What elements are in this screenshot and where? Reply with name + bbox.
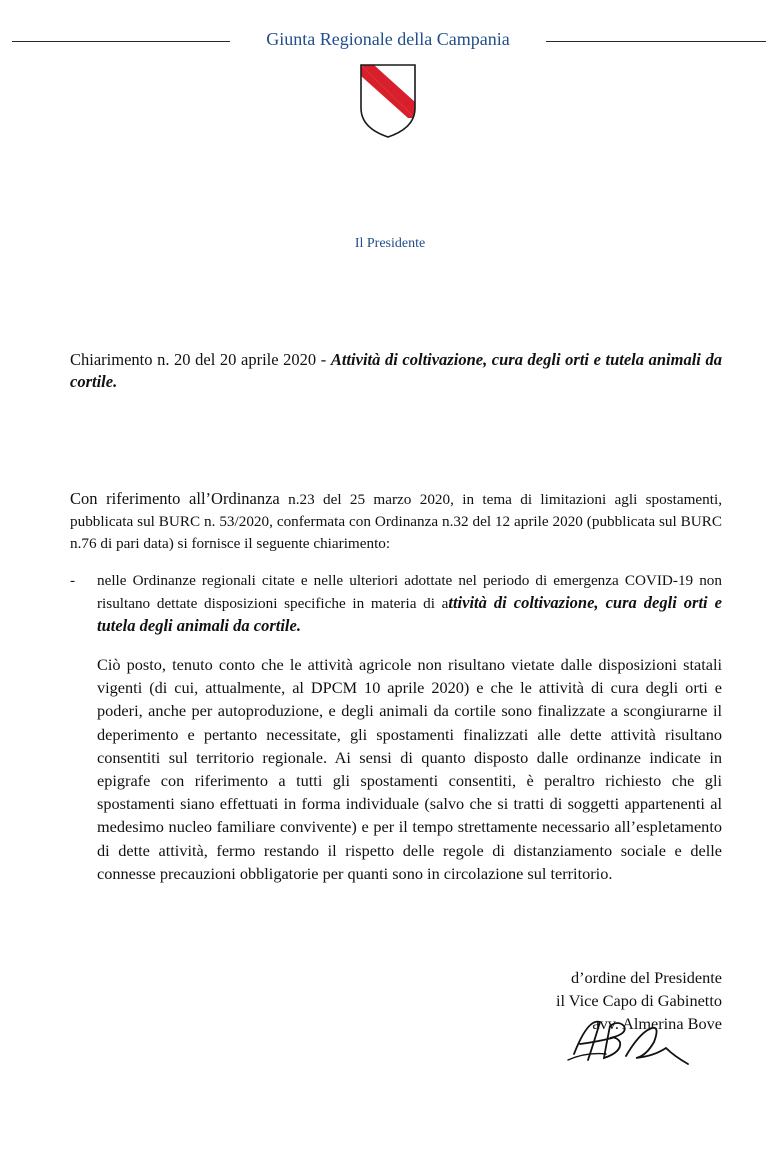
letterhead-rule-left bbox=[12, 41, 230, 42]
office-heading: Il Presidente bbox=[354, 236, 426, 251]
intro-paragraph bbox=[70, 488, 722, 555]
bullet-emphasis: ttività di coltivazione, cura degli orti e tutela degli animali da cortile. bbox=[97, 593, 722, 635]
letterhead bbox=[0, 26, 770, 56]
intro-rest: n.23 del 25 marzo 2020, in tema di limitazioni agli spostamenti, pubblicata sul BURC n. 53/2020, confermata con Ordinanza n.32 del 12 aprile 2020 (pubblicata sul BURC n.76 di pari data) si fornisce il seguente chiarimento: bbox=[70, 491, 722, 552]
signoff-line-2: il Vice Capo di Gabinetto bbox=[555, 991, 722, 1010]
intro-lead: Con riferimento all’Ordinanza bbox=[70, 489, 280, 508]
subject-title: Attività di coltivazione, cura degli orti e tutela animali da cortile. bbox=[70, 350, 722, 391]
bullet-text bbox=[97, 570, 722, 638]
signoff-line-3: avv. Almerina Bove bbox=[592, 1014, 722, 1033]
handwritten-signature-icon bbox=[566, 1012, 696, 1072]
signoff-line-1: d’ordine del Presidente bbox=[570, 968, 722, 987]
body-paragraph: Ciò posto, tenuto conto che le attività agricole non risultano vietate dalle disposizioni statali vigenti (di cui, attualmente, al DPCM 10 aprile 2020) e che le attività di cura degli orti e poderi, anche per autoproduzione, e degli animali da cortile sono finalizzate a scongiurarne il deperimento e pertanto necessitate, gli spostamenti finalizzati alle dette attività risultano consentiti sul territorio regionale. Ai sensi di quanto disposto dalle ordinanze indicate in epigrafe con riferimento a tutti gli spostamenti consentiti, è peraltro richiesto che gli spostamenti siano effettuati in forma individuale (salvo che si tratti di soggetti appartenenti al medesimo nucleo familiare convivente) e per il tempo strettamente necessario all’espletamento di dette attività, fermo restando il rispetto delle regole di distanziamento sociale e delle connesse precauzioni obbligatorie per quanti sono in circolazione sul territorio. bbox=[97, 655, 722, 883]
letterhead-rule-right bbox=[546, 41, 766, 42]
campania-crest-icon bbox=[358, 62, 418, 140]
bullet-item bbox=[70, 570, 722, 638]
bullet-plain: nelle Ordinanze regionali citate e nelle ulteriori adottate nel periodo di emergenza COVID-19 non risultano dettate disposizioni specifiche in materia di a bbox=[97, 572, 722, 612]
subject-line bbox=[70, 349, 722, 393]
letterhead-title: Giunta Regionale della Campania bbox=[266, 29, 510, 49]
subject-prefix: Chiarimento n. 20 del 20 aprile 2020 - bbox=[70, 350, 331, 369]
bullet-marker: - bbox=[70, 572, 76, 589]
